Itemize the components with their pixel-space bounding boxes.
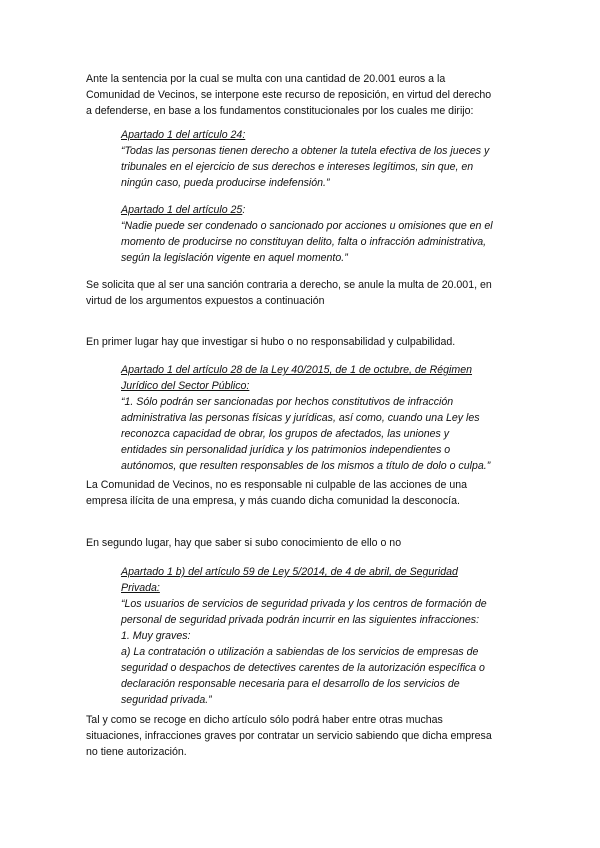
quote-line: ningún caso, pueda producirse indefensión.” — [121, 177, 330, 189]
quote-line: administrativa las personas físicas y jurídicas, así como, cuando una Ley les — [121, 412, 480, 424]
quote-article-24 — [121, 127, 513, 191]
text-line: virtud de los argumentos expuestos a continuación — [86, 295, 325, 307]
conclusion-paragraph — [86, 712, 514, 760]
quote-line: declaración responsable necesaria para el desarrollo de los servicios de — [121, 678, 460, 690]
article-heading: Jurídico del Sector Público: — [121, 380, 250, 392]
quote-line: reconozca capacidad de obrar, los grupos de afectados, las uniones y — [121, 428, 450, 440]
article-heading: Apartado 1 del artículo 25 — [121, 204, 243, 216]
text-line: a defenderse, en base a los fundamentos constitucionales por los cuales me dirijo: — [86, 105, 474, 117]
quote-line: personal de seguridad privada podrán incurrir en las siguientes infracciones: — [121, 614, 480, 626]
article-heading: Apartado 1 b) del artículo 59 de Ley 5/2014, de 4 de abril, de Seguridad — [121, 566, 458, 578]
intro-paragraph — [86, 71, 514, 119]
text-line: Ante la sentencia por la cual se multa con una cantidad de 20.001 euros a la — [86, 73, 446, 85]
quote-line: “Todas las personas tienen derecho a obtener la tutela efectiva de los jueces y — [121, 145, 490, 157]
article-heading: Privada: — [121, 582, 160, 594]
text-line: Se solicita que al ser una sanción contraria a derecho, se anule la multa de 20.001, en — [86, 279, 492, 291]
quote-line: tribunales en el ejercicio de sus derechos e intereses legítimos, sin que, en — [121, 161, 474, 173]
first-point-paragraph — [86, 334, 514, 350]
quote-line: “1. Sólo podrán ser sancionadas por hechos constitutivos de infracción — [121, 396, 454, 408]
text-line: En primer lugar hay que investigar si hubo o no responsabilidad y culpabilidad. — [86, 336, 456, 348]
quote-article-28 — [121, 362, 513, 474]
text-line: no tiene autorización. — [86, 746, 187, 758]
quote-line: momento de producirse no constituyan delito, falta o infracción administrativa, — [121, 236, 487, 248]
text-line: Tal y como se recoge en dicho artículo sólo podrá haber entre otras muchas — [86, 714, 443, 726]
quote-line: según la legislación vigente en aquel momento.” — [121, 252, 348, 264]
quote-line: 1. Muy graves: — [121, 630, 191, 642]
quote-article-59 — [121, 564, 513, 708]
quote-line: “Nadie puede ser condenado o sancionado por acciones u omisiones que en el — [121, 220, 493, 232]
quote-article-25 — [121, 202, 513, 266]
text-line: empresa ilícita de una empresa, y más cuando dicha comunidad la desconocía. — [86, 495, 460, 507]
article-heading: Apartado 1 del artículo 28 de la Ley 40/2015, de 1 de octubre, de Régimen — [121, 364, 473, 376]
heading-colon: : — [242, 204, 246, 216]
text-line: La Comunidad de Vecinos, no es responsable ni culpable de las acciones de una — [86, 479, 468, 491]
quote-line: a) La contratación o utilización a sabiendas de los servicios de empresas de — [121, 646, 479, 658]
text-line: situaciones, infracciones graves por contratar un servicio sabiendo que dicha empresa — [86, 730, 492, 742]
text-line: En segundo lugar, hay que saber si subo conocimiento de ello o no — [86, 537, 402, 549]
second-point-paragraph — [86, 535, 514, 551]
request-paragraph — [86, 277, 514, 309]
quote-line: “Los usuarios de servicios de seguridad privada y los centros de formación de — [121, 598, 487, 610]
quote-line: seguridad o despachos de detectives carentes de la autorización específica o — [121, 662, 485, 674]
quote-line: seguridad privada.” — [121, 694, 212, 706]
article-heading-line — [121, 202, 513, 218]
community-paragraph — [86, 477, 514, 509]
text-line: Comunidad de Vecinos, se interpone este recurso de reposición, en virtud del derecho — [86, 89, 492, 101]
article-heading: Apartado 1 del artículo 24: — [121, 129, 246, 141]
quote-line: entidades sin personalidad jurídica y los patrimonios independientes o — [121, 444, 451, 456]
quote-line: autónomos, que resulten responsables de los mismos a título de dolo o culpa.” — [121, 460, 491, 472]
